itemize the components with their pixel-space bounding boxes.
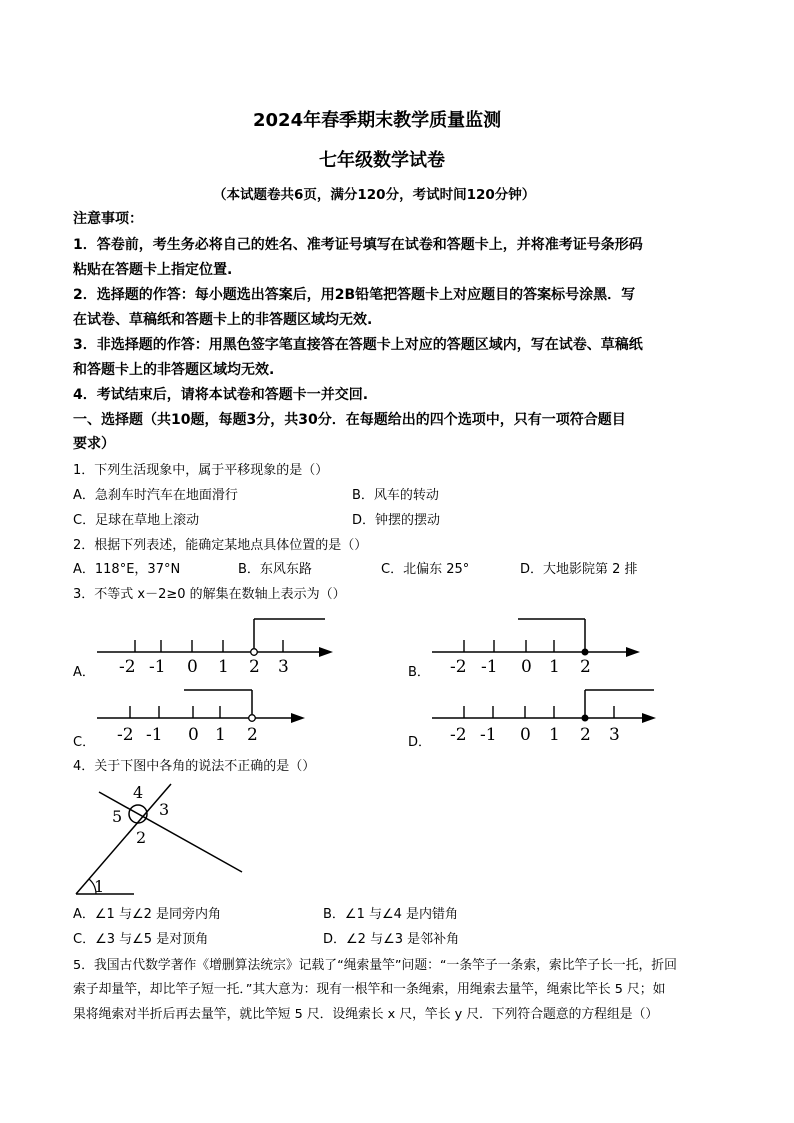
- tick-label: 1: [218, 657, 229, 677]
- section-heading-cont: 要求）: [73, 436, 115, 452]
- number-line-a: [95, 610, 335, 680]
- tick-label: 1: [215, 725, 226, 745]
- question-5-line: 索子却量竿，却比竿子短一托．”其大意为：现有一根竿和一条绳索，用绳索去量竿，绳索比竿长 5 尺；如: [73, 982, 666, 997]
- tick-label: 0: [521, 657, 532, 677]
- question-1-option-c: C．足球在草地上滚动: [73, 513, 200, 528]
- question-3-label-c: C．: [73, 735, 96, 750]
- angle-label-3: 3: [159, 800, 170, 819]
- question-1-option-b: B．风车的转动: [352, 488, 439, 503]
- notice-line: 粘贴在答题卡上指定位置.: [73, 262, 233, 278]
- notice-line: 1．答卷前，考生务必将自己的姓名、准考证号填写在试卷和答题卡上，并将准考证号条形码: [73, 237, 643, 253]
- notice-line: 2．选择题的作答：每小题选出答案后，用2B铅笔把答题卡上对应题目的答案标号涂黑．写: [73, 287, 636, 303]
- question-4-stem: 4．关于下图中各角的说法不正确的是（）: [73, 759, 316, 774]
- question-4-option-c: C．∠3 与∠5 是对顶角: [73, 932, 209, 947]
- question-3-label-b: B．: [408, 665, 430, 680]
- question-1-stem: 1．下列生活现象中，属于平移现象的是（）: [73, 463, 329, 478]
- tick-label: -1: [149, 657, 166, 677]
- tick-label: 3: [609, 725, 620, 745]
- question-4-option-a: A．∠1 与∠2 是同旁内角: [73, 907, 222, 922]
- question-4-option-b: B．∠1 与∠4 是内错角: [323, 907, 459, 922]
- tick-label: -2: [450, 725, 467, 745]
- question-5-line: 5．我国古代数学著作《增删算法统宗》记载了“绳索量竿”问题：“一条竿子一条索，索比竿子长一托，折回: [73, 958, 677, 973]
- question-1-option-a: A．急刹车时汽车在地面滑行: [73, 488, 238, 503]
- tick-label: -1: [481, 657, 498, 677]
- angle-label-1: 1: [94, 877, 105, 896]
- tick-label: 1: [549, 657, 560, 677]
- number-line-c: [95, 680, 310, 750]
- tick-label: 0: [188, 725, 199, 745]
- question-5-line: 果将绳索对半折后再去量竿，就比竿短 5 尺．设绳索长 x 尺，竿长 y 尺．下列符合题意的方程组是（）: [73, 1007, 659, 1022]
- question-3-stem: 3．不等式 x－2≥0 的解集在数轴上表示为（）: [73, 587, 346, 602]
- question-2-option-a: A．118°E，37°N: [73, 562, 181, 577]
- exam-info: （本试题卷共6页，满分120分，考试时间120分钟）: [213, 187, 536, 203]
- exam-subtitle: 七年级数学试卷: [319, 150, 445, 171]
- angle-label-4: 4: [133, 783, 144, 802]
- tick-label: 2: [580, 657, 591, 677]
- tick-label: 0: [520, 725, 531, 745]
- exam-title: 2024年春季期末教学质量监测: [253, 110, 502, 131]
- question-2-option-c: C．北偏东 25°: [381, 562, 470, 577]
- angle-figure: [72, 776, 247, 900]
- tick-label: 2: [247, 725, 258, 745]
- notice-line: 和答题卡上的非答题区域均无效.: [73, 362, 275, 378]
- tick-label: -2: [119, 657, 136, 677]
- angle-label-5: 5: [112, 807, 123, 826]
- question-3-label-a: A．: [73, 665, 95, 680]
- angle-label-2: 2: [136, 828, 147, 847]
- question-2-option-d: D．大地影院第 2 排: [520, 562, 638, 577]
- tick-label: 2: [249, 657, 260, 677]
- notice-line: 4．考试结束后，请将本试卷和答题卡一并交回.: [73, 387, 369, 403]
- tick-label: -2: [117, 725, 134, 745]
- tick-label: -1: [146, 725, 163, 745]
- tick-label: -2: [450, 657, 467, 677]
- notice-heading: 注意事项：: [73, 211, 143, 227]
- section-heading: 一、选择题（共10题，每题3分，共30分．在每题给出的四个选项中，只有一项符合题目: [73, 412, 626, 428]
- question-2-option-b: B．东风东路: [238, 562, 312, 577]
- number-line-d: [430, 680, 660, 750]
- notice-line: 在试卷、草稿纸和答题卡上的非答题区域均无效.: [73, 312, 373, 328]
- number-line-b: [430, 610, 645, 680]
- tick-label: -1: [480, 725, 497, 745]
- tick-label: 2: [580, 725, 591, 745]
- question-2-stem: 2．根据下列表述，能确定某地点具体位置的是（）: [73, 538, 368, 553]
- notice-line: 3．非选择题的作答：用黑色签字笔直接答在答题卡上对应的答题区域内，写在试卷、草稿纸: [73, 337, 643, 353]
- question-3-label-d: D．: [408, 735, 432, 750]
- question-1-option-d: D．钟摆的摆动: [352, 513, 441, 528]
- question-4-option-d: D．∠2 与∠3 是邻补角: [323, 932, 460, 947]
- tick-label: 3: [278, 657, 289, 677]
- tick-label: 1: [549, 725, 560, 745]
- tick-label: 0: [187, 657, 198, 677]
